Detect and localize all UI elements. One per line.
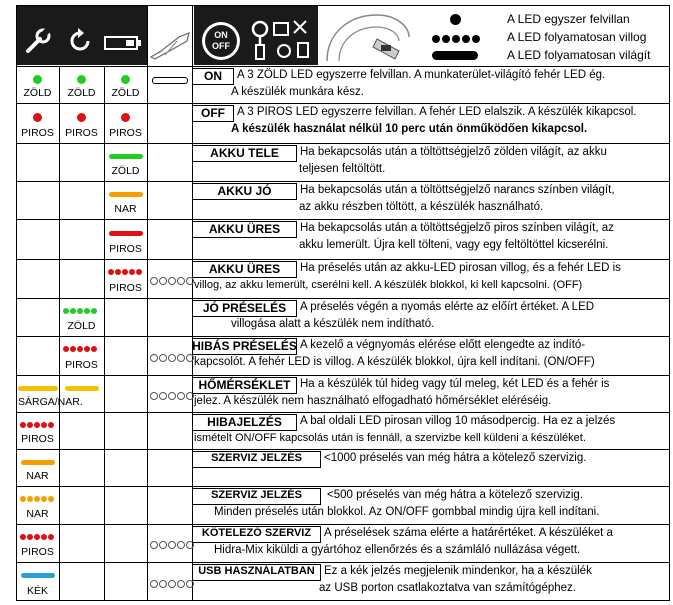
led-color-label: PIROS [21,546,54,558]
led-color-label: NAR [114,203,137,215]
signal-description-line: Ha bekapcsolás után a töltöttségjelző piros színben világít, az [300,222,614,234]
signal-title: HŐMÉRSÉKLET [198,378,291,392]
signal-description-line: A 3 PIROS LED egyszerre felvillan. A fehér LED elalszik. A készülék kikapcsol. [237,106,637,118]
led-color-label: ZÖLD [111,87,140,99]
signal-title: ON [204,69,222,83]
signal-title: AKKU JÓ [217,184,272,198]
led-orange-bar-icon [21,460,55,465]
led-red-dot-icon [121,113,130,122]
led-signal-table [16,5,670,601]
signal-title: AKKU TELE [210,146,279,160]
white-led-blink-icon [150,392,194,400]
led-red-blink-icon [20,534,54,540]
led-yellow-bar-icon [65,386,99,391]
led-color-label: PIROS [109,282,142,294]
signal-description-line: A készülék használat nélkül 10 perc után önműködően kikapcsol. [231,123,588,135]
signal-description-line: teljesen feltöltött. [299,163,386,175]
led-color-label: ZÖLD [23,87,52,99]
led-red-bar-icon [109,231,143,236]
led-red-blink-icon [63,346,97,352]
legend-single-dot-icon [450,14,461,25]
led-color-label: PIROS [65,127,98,139]
led-green-blink-icon [63,308,97,314]
off-text: OFF [212,41,230,51]
tool-head-icon [321,9,415,65]
wrench-icon [24,27,52,55]
led-red-dot-icon [33,113,42,122]
led-color-label: PIROS [109,127,142,139]
legend-blink-dots-icon [432,35,480,43]
signal-title: KÖTELEZŐ SZERVIZ [201,527,312,539]
signal-description-line: Ha a készülék túl hideg vagy túl meleg, két LED és a fehér is [300,378,610,390]
signal-description-line: ismételt ON/OFF kapcsolás után is fennáll, a szervizbe kell küldeni a készüléket. [194,432,586,444]
white-led-bar-icon [152,77,188,84]
white-led-blink-icon [150,277,194,285]
signal-description-line: A préselés végén a nyomás elérte az előírt értéket. A LED [300,301,595,313]
led-green-bar-icon [109,154,143,159]
led-red-blink-icon [20,422,54,428]
reset-icon [66,27,94,55]
legend-single: A LED egyszer felvillan [507,12,630,26]
led-orange-blink-icon [20,496,54,502]
led-color-label: PIROS [109,243,142,255]
led-blue-bar-icon [21,573,55,578]
signal-title: OFF [201,106,225,120]
led-color-label: NAR [26,470,49,482]
legend-blink: A LED folyamatosan villog [507,30,647,44]
led-green-dot-icon [77,75,86,84]
signal-title: HIBÁS PRÉSELÉS [192,339,297,353]
signal-description-line: Hidra-Mix kiküldi a gyártóhoz ellenőrzés és a számláló nullázása végett. [214,544,581,556]
led-color-label: NAR [26,508,49,520]
signal-description-line: Ha bekapcsolás után a töltöttségjelző zölden világít, az akku [300,146,607,158]
signal-description-line: A préselések száma elérte a határértéket. A készüléket a [324,527,613,539]
led-color-label: PIROS [65,359,98,371]
legend-steady: A LED folyamatosan világít [507,48,651,62]
signal-description-line: jelez. A készülék nem használható elfogadható hőmérséklet eléréséig. [194,395,552,407]
signal-title: USB HASZNÁLATBAN [198,565,315,577]
sensor-icons [244,15,316,63]
on-text: ON [214,30,228,40]
signal-title: SZERVIZ JELZÉS [211,489,302,501]
signal-description-line: A 3 ZÖLD LED egyszerre felvillan. A munkaterület-világító fehér LED ég. [237,69,606,81]
signal-description-line: <1000 préselés van még hátra a kötelező szervizig. [324,452,587,464]
led-orange-bar-icon [109,192,143,197]
led-yellow-bar-icon [18,386,58,391]
legend-steady-bar-icon [432,51,478,60]
signal-description-line: <500 préselés van még hátra a kötelező szervizig. [327,489,584,501]
led-color-label: SÁRGA/NAR. [18,396,83,408]
led-color-label: PIROS [21,433,54,445]
signal-description-line: A kezelő a végnyomás elérése előtt elengedte az indító- [300,339,586,351]
led-color-label: ZÖLD [111,165,140,177]
signal-description-line: Ha préselés után az akku-LED pirosan villog, és a fehér LED is [300,262,621,274]
led-green-dot-icon [121,75,130,84]
signal-title: JÓ PRÉSELÉS [202,301,287,315]
signal-description-line: A bal oldali LED pirosan villog 10 másodpercig. Ha ez a jelzés [300,415,616,427]
press-tool-icon [149,27,191,61]
led-color-label: ZÖLD [67,320,96,332]
signal-title: HIBAJELZÉS [207,415,282,429]
signal-description-line: akku lemerült. Újra kell tölteni, vagy egy feltöltöttel kicserélni. [299,239,609,251]
led-color-label: ZÖLD [67,87,96,99]
led-color-label: KÉK [26,585,48,597]
on-off-icon [202,22,240,60]
signal-description-line: kapcsolót. A fehér LED is villog. A készülék blokkol, újra kell indítani. (ON/OFF) [194,356,595,368]
led-red-dot-icon [77,113,86,122]
signal-description-line: az akku részben töltött, a készülék használható. [299,201,544,213]
battery-icon [104,35,142,51]
white-led-blink-icon [150,580,194,588]
led-green-dot-icon [33,75,42,84]
signal-title: SZERVIZ JELZÉS [211,452,302,464]
signal-description-line: villogása alatt a készülék nem indítható. [231,318,435,330]
led-color-label: PIROS [21,127,54,139]
signal-description-line: Minden préselés után blokkol. Az ON/OFF gombbal mindig újra kell indítani. [214,506,600,518]
signal-title: AKKU ÜRES [208,222,281,236]
led-red-blink-icon [108,269,142,275]
signal-description-line: A készülék munkára kész. [231,86,364,98]
white-led-blink-icon [150,354,194,362]
signal-description-line: Ha bekapcsolás után a töltöttségjelző narancs színben világít, [300,184,615,196]
signal-description-line: villog, az akku lemerült, cserélni kell. A készülék blokkol, ki kell kapcsolni. (OFF) [194,279,583,291]
signal-title: AKKU ÜRES [208,262,281,276]
signal-description-line: az USB porton csatlakoztatva van számítógéphez. [319,582,576,594]
white-led-blink-icon [150,541,194,549]
signal-description-line: Ez a kék jelzés megjelenik mindenkor, ha a készülék [324,565,592,577]
